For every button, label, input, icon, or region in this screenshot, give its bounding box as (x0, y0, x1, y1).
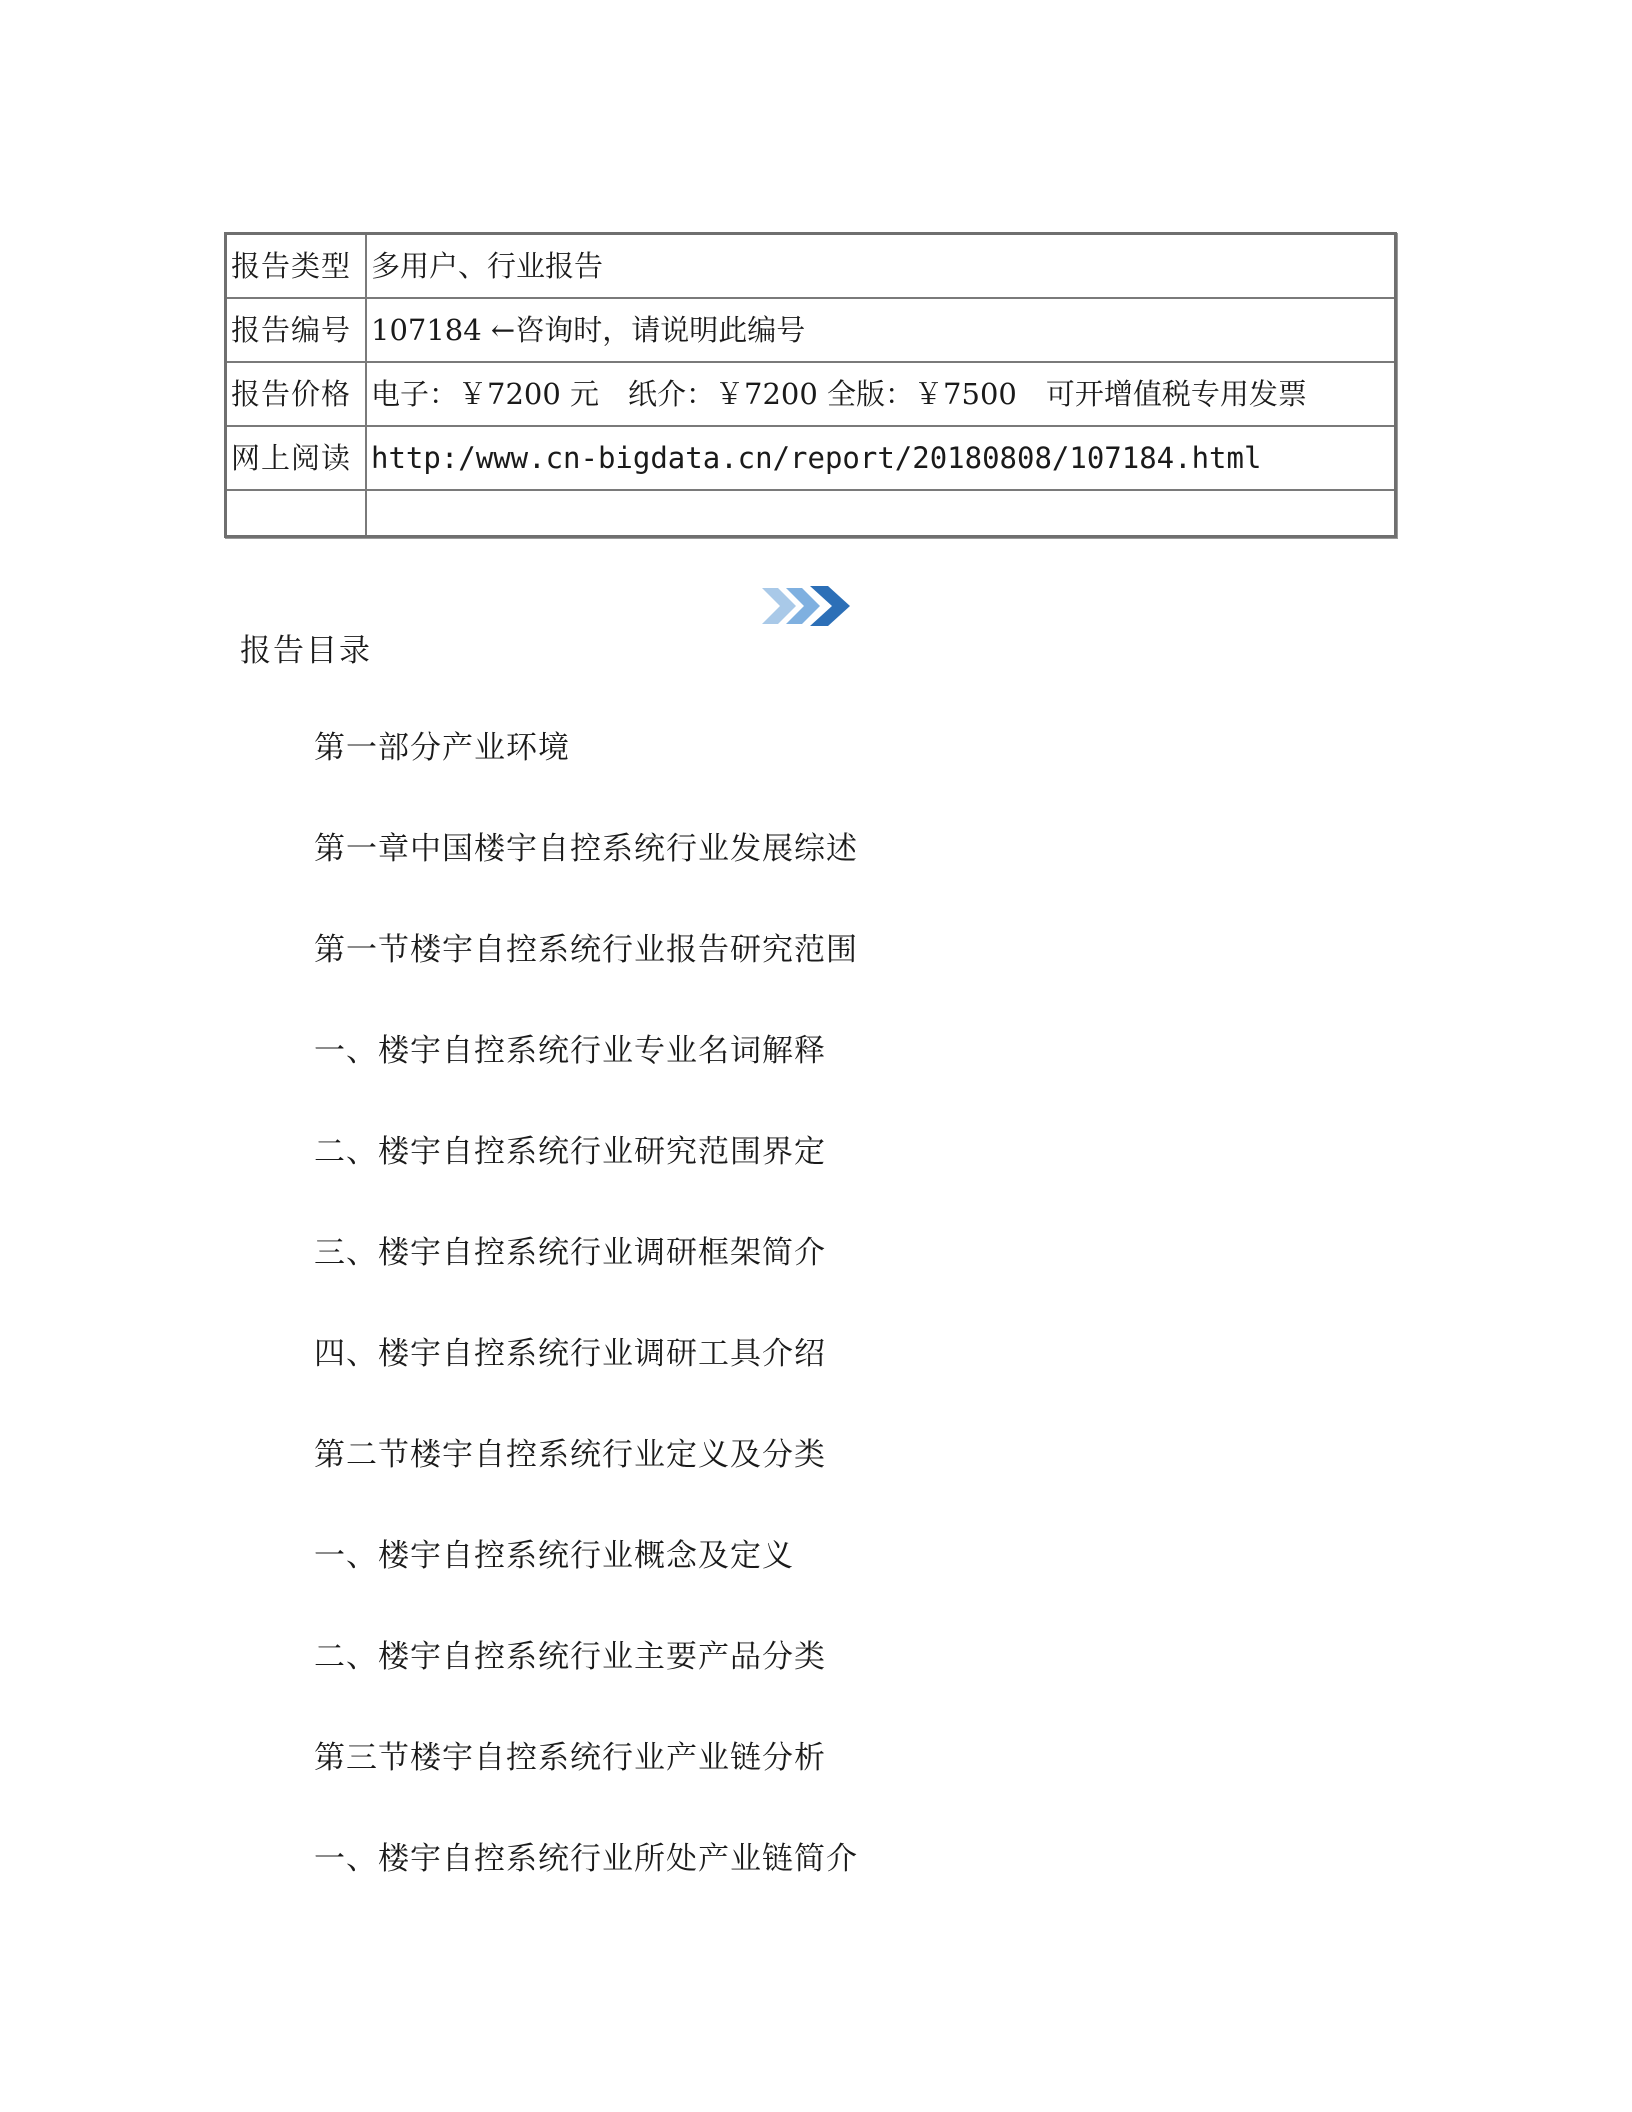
info-row-number (226, 298, 1396, 362)
info-label-price: 报告价格 (226, 362, 367, 426)
info-row-price (226, 362, 1396, 426)
toc-item: 一、楼宇自控系统行业所处产业链简介 (314, 1841, 858, 1877)
toc-item: 第三节楼宇自控系统行业产业链分析 (314, 1740, 826, 1776)
toc-item: 第二节楼宇自控系统行业定义及分类 (314, 1437, 826, 1473)
info-row-online (226, 426, 1396, 490)
toc-item: 三、楼宇自控系统行业调研框架简介 (314, 1235, 826, 1271)
chevron-arrows-icon (762, 584, 858, 628)
toc-item: 二、楼宇自控系统行业研究范围界定 (314, 1134, 826, 1170)
info-value-empty (366, 490, 1396, 537)
info-label-online: 网上阅读 (226, 426, 367, 490)
toc-item: 一、楼宇自控系统行业概念及定义 (314, 1538, 794, 1574)
info-label-empty (226, 490, 367, 537)
info-value-type: 多用户、行业报告 (366, 234, 1396, 299)
toc-heading: 报告目录 (240, 633, 372, 669)
info-label-number: 报告编号 (226, 298, 367, 362)
info-row-type (226, 234, 1396, 299)
toc-item: 第一章中国楼宇自控系统行业发展综述 (314, 831, 858, 867)
toc-item: 一、楼宇自控系统行业专业名词解释 (314, 1033, 826, 1069)
toc-item: 二、楼宇自控系统行业主要产品分类 (314, 1639, 826, 1675)
info-value-number: 107184 ←咨询时，请说明此编号 (366, 298, 1396, 362)
toc-list (314, 718, 858, 1930)
toc-item: 第一节楼宇自控系统行业报告研究范围 (314, 932, 858, 968)
chevron-light (762, 588, 796, 624)
report-info-table (224, 232, 1397, 538)
toc-item: 第一部分产业环境 (314, 730, 570, 766)
info-row-empty (226, 490, 1396, 537)
info-label-type: 报告类型 (226, 234, 367, 299)
info-value-online-link[interactable]: http:/www.cn-bigdata.cn/report/20180808/107184.html (366, 426, 1396, 490)
info-value-price: 电子：￥7200 元 纸介：￥7200 全版：￥7500 可开增值税专用发票 (366, 362, 1396, 426)
toc-item: 四、楼宇自控系统行业调研工具介绍 (314, 1336, 826, 1372)
